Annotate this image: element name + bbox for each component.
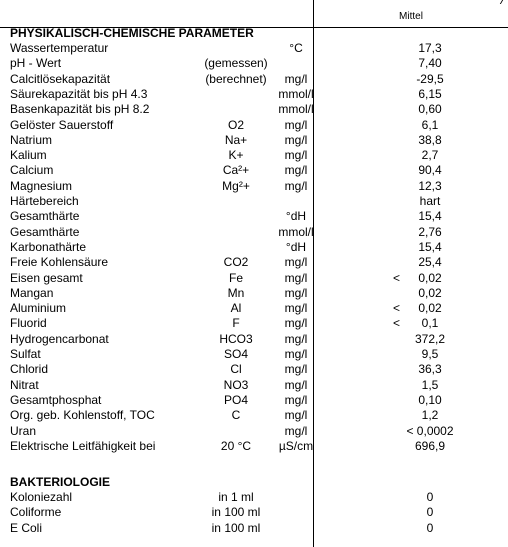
parameter-value: 372,2 <box>414 331 446 346</box>
parameter-unit: mg/l <box>284 316 308 331</box>
parameter-value: 15,4 <box>418 209 442 224</box>
parameter-name: Freie Kohlensäure <box>10 255 109 270</box>
table-row <box>0 505 508 520</box>
parameter-symbol: Ca²+ <box>222 163 250 178</box>
parameter-name: Koloniezahl <box>10 490 73 504</box>
less-than-sign: < <box>393 270 401 285</box>
section-title-bacteriology: BAKTERIOLOGIE <box>10 475 111 489</box>
parameter-name: Calcitlösekapazität <box>10 71 111 86</box>
parameter-unit: °dH <box>285 209 307 224</box>
parameter-unit: mg/l <box>284 392 308 407</box>
parameter-value: 2,76 <box>418 224 442 239</box>
parameter-value: 0,10 <box>418 392 442 407</box>
parameter-name: Basenkapazität bis pH 8.2 <box>10 102 150 117</box>
parameter-value: 38,8 <box>418 132 442 147</box>
parameter-name: Gesamthärte <box>10 209 80 224</box>
parameter-value: 0,02 <box>418 301 442 316</box>
parameter-value: 696,9 <box>414 438 446 453</box>
parameter-name: Aluminium <box>10 301 67 316</box>
table-row <box>0 424 508 439</box>
table-row <box>0 163 508 178</box>
parameter-name: Magnesium <box>10 178 73 193</box>
parameter-symbol: Mn <box>227 285 245 300</box>
parameter-name: Fluorid <box>10 316 47 331</box>
parameter-symbol: NO3 <box>223 377 249 392</box>
table-row <box>0 286 508 301</box>
parameter-value: < 0,0002 <box>406 423 454 438</box>
parameter-name: Nitrat <box>10 377 39 392</box>
parameter-name: Eisen gesamt <box>10 270 83 285</box>
parameter-name: E Coli <box>10 520 43 535</box>
parameter-name: Gelöster Sauerstoff <box>10 117 114 132</box>
corner-tick <box>500 0 503 4</box>
parameter-unit: mg/l <box>284 301 308 316</box>
parameter-symbol: in 1 ml <box>218 490 254 504</box>
parameter-symbol: in 100 ml <box>211 520 261 535</box>
parameter-unit: mmol/l <box>278 86 314 101</box>
table-row <box>0 225 508 240</box>
parameter-name: Säurekapazität bis pH 4.3 <box>10 86 148 101</box>
parameter-symbol: HCO3 <box>219 331 253 346</box>
parameter-symbol: Mg²+ <box>222 178 250 193</box>
parameter-unit: mg/l <box>284 117 308 132</box>
parameter-name: Natrium <box>10 132 53 147</box>
parameter-symbol: CO2 <box>223 255 249 270</box>
parameter-value: 6,1 <box>421 117 439 132</box>
parameter-symbol: (gemessen) <box>204 56 268 71</box>
less-than-sign: < <box>393 316 401 331</box>
parameter-unit: mg/l <box>284 178 308 193</box>
parameter-unit: mg/l <box>284 148 308 163</box>
section-title-physchem: PHYSIKALISCH-CHEMISCHE PARAMETER <box>10 26 254 40</box>
parameter-value: 90,4 <box>418 163 442 178</box>
parameter-unit: °C <box>289 41 303 55</box>
parameter-symbol: in 100 ml <box>211 505 261 520</box>
parameter-name: Kalium <box>10 148 47 163</box>
parameter-unit: mg/l <box>284 270 308 285</box>
table-row <box>0 439 508 454</box>
parameter-unit: mmol/l <box>278 224 314 239</box>
parameter-unit: mg/l <box>284 255 308 270</box>
table-row <box>0 194 508 209</box>
parameter-value: 0,02 <box>418 285 442 300</box>
parameter-unit: µS/cm <box>278 438 314 453</box>
parameter-value: 15,4 <box>418 239 442 254</box>
table-row <box>0 271 508 286</box>
table-row <box>0 378 508 393</box>
table-row <box>0 209 508 224</box>
parameter-unit: mmol/l <box>278 102 314 117</box>
table-row <box>0 41 508 56</box>
parameter-name: Karbonathärte <box>10 239 87 254</box>
parameter-value: 25,4 <box>418 255 442 270</box>
parameter-value: hart <box>419 194 441 208</box>
parameter-symbol: PO4 <box>223 392 248 407</box>
parameter-symbol: C <box>231 408 241 423</box>
parameter-name: pH - Wert <box>10 56 62 71</box>
parameter-value: -29,5 <box>416 71 444 86</box>
table-row <box>0 72 508 87</box>
table-row <box>0 393 508 408</box>
parameter-value: 6,15 <box>418 86 442 101</box>
table-row <box>0 118 508 133</box>
parameter-symbol: F <box>232 316 240 331</box>
table-row <box>0 347 508 362</box>
parameter-unit: mg/l <box>284 71 308 86</box>
parameter-symbol: SO4 <box>223 347 248 361</box>
table-row <box>0 408 508 423</box>
parameter-name: Uran <box>10 423 37 438</box>
table-row <box>0 301 508 316</box>
parameter-value: 2,7 <box>421 148 439 163</box>
parameter-name: Org. geb. Kohlenstoff, TOC <box>10 408 155 423</box>
parameter-value: 9,5 <box>421 347 439 361</box>
parameter-value: 0,60 <box>418 102 442 117</box>
parameter-name: Wassertemperatur <box>10 41 109 55</box>
table-row <box>0 521 508 536</box>
parameter-unit: mg/l <box>284 423 308 438</box>
parameter-value: 36,3 <box>418 362 442 377</box>
parameter-value: 1,2 <box>421 408 439 423</box>
table-row <box>0 362 508 377</box>
parameter-name: Härtebereich <box>10 194 79 208</box>
table-row <box>0 148 508 163</box>
parameter-name: Chlorid <box>10 362 49 377</box>
parameter-unit: mg/l <box>284 331 308 346</box>
parameter-value: 0,1 <box>421 316 439 331</box>
table-row <box>0 332 508 347</box>
table-row <box>0 316 508 331</box>
parameter-symbol: K+ <box>228 148 244 163</box>
table-row <box>0 255 508 270</box>
parameter-value: 1,5 <box>421 377 439 392</box>
parameter-value: 0 <box>426 505 434 520</box>
table-row <box>0 56 508 71</box>
parameter-unit: °dH <box>285 239 307 254</box>
less-than-sign: < <box>393 301 401 316</box>
parameter-name: Hydrogencarbonat <box>10 331 109 346</box>
parameter-name: Coliforme <box>10 505 62 520</box>
table-row <box>0 179 508 194</box>
parameter-name: Gesamtphosphat <box>10 392 102 407</box>
parameter-symbol: (berechnet) <box>205 71 267 86</box>
parameter-name: Sulfat <box>10 347 41 361</box>
parameter-symbol: Al <box>230 301 242 316</box>
parameter-unit: mg/l <box>284 362 308 377</box>
parameter-value: 12,3 <box>418 178 442 193</box>
parameter-symbol: Fe <box>228 270 243 285</box>
table-row <box>0 102 508 117</box>
parameter-symbol: Na+ <box>224 132 248 147</box>
parameter-unit: mg/l <box>284 377 308 392</box>
parameter-unit: mg/l <box>284 132 308 147</box>
parameter-unit: mg/l <box>284 163 308 178</box>
parameter-value: 0 <box>426 490 434 504</box>
column-header-mittel: Mittel <box>399 11 423 22</box>
table-row <box>0 87 508 102</box>
parameter-value: 0 <box>426 520 434 535</box>
table-row <box>0 490 508 505</box>
parameter-name: Mangan <box>10 285 54 300</box>
parameter-unit: mg/l <box>284 285 308 300</box>
parameter-value: 7,40 <box>418 56 442 71</box>
parameter-unit: mg/l <box>284 347 308 361</box>
parameter-symbol: 20 °C <box>220 438 252 453</box>
parameter-name: Calcium <box>10 163 54 178</box>
table-row <box>0 240 508 255</box>
table-row <box>0 133 508 148</box>
parameter-unit: mg/l <box>284 408 308 423</box>
parameter-value: 0,02 <box>418 270 442 285</box>
parameter-name: Gesamthärte <box>10 224 80 239</box>
parameter-symbol: O2 <box>227 117 244 132</box>
parameter-value: 17,3 <box>418 41 442 55</box>
parameter-symbol: Cl <box>230 362 242 377</box>
parameter-name: Elektrische Leitfähigkeit bei <box>10 438 156 453</box>
